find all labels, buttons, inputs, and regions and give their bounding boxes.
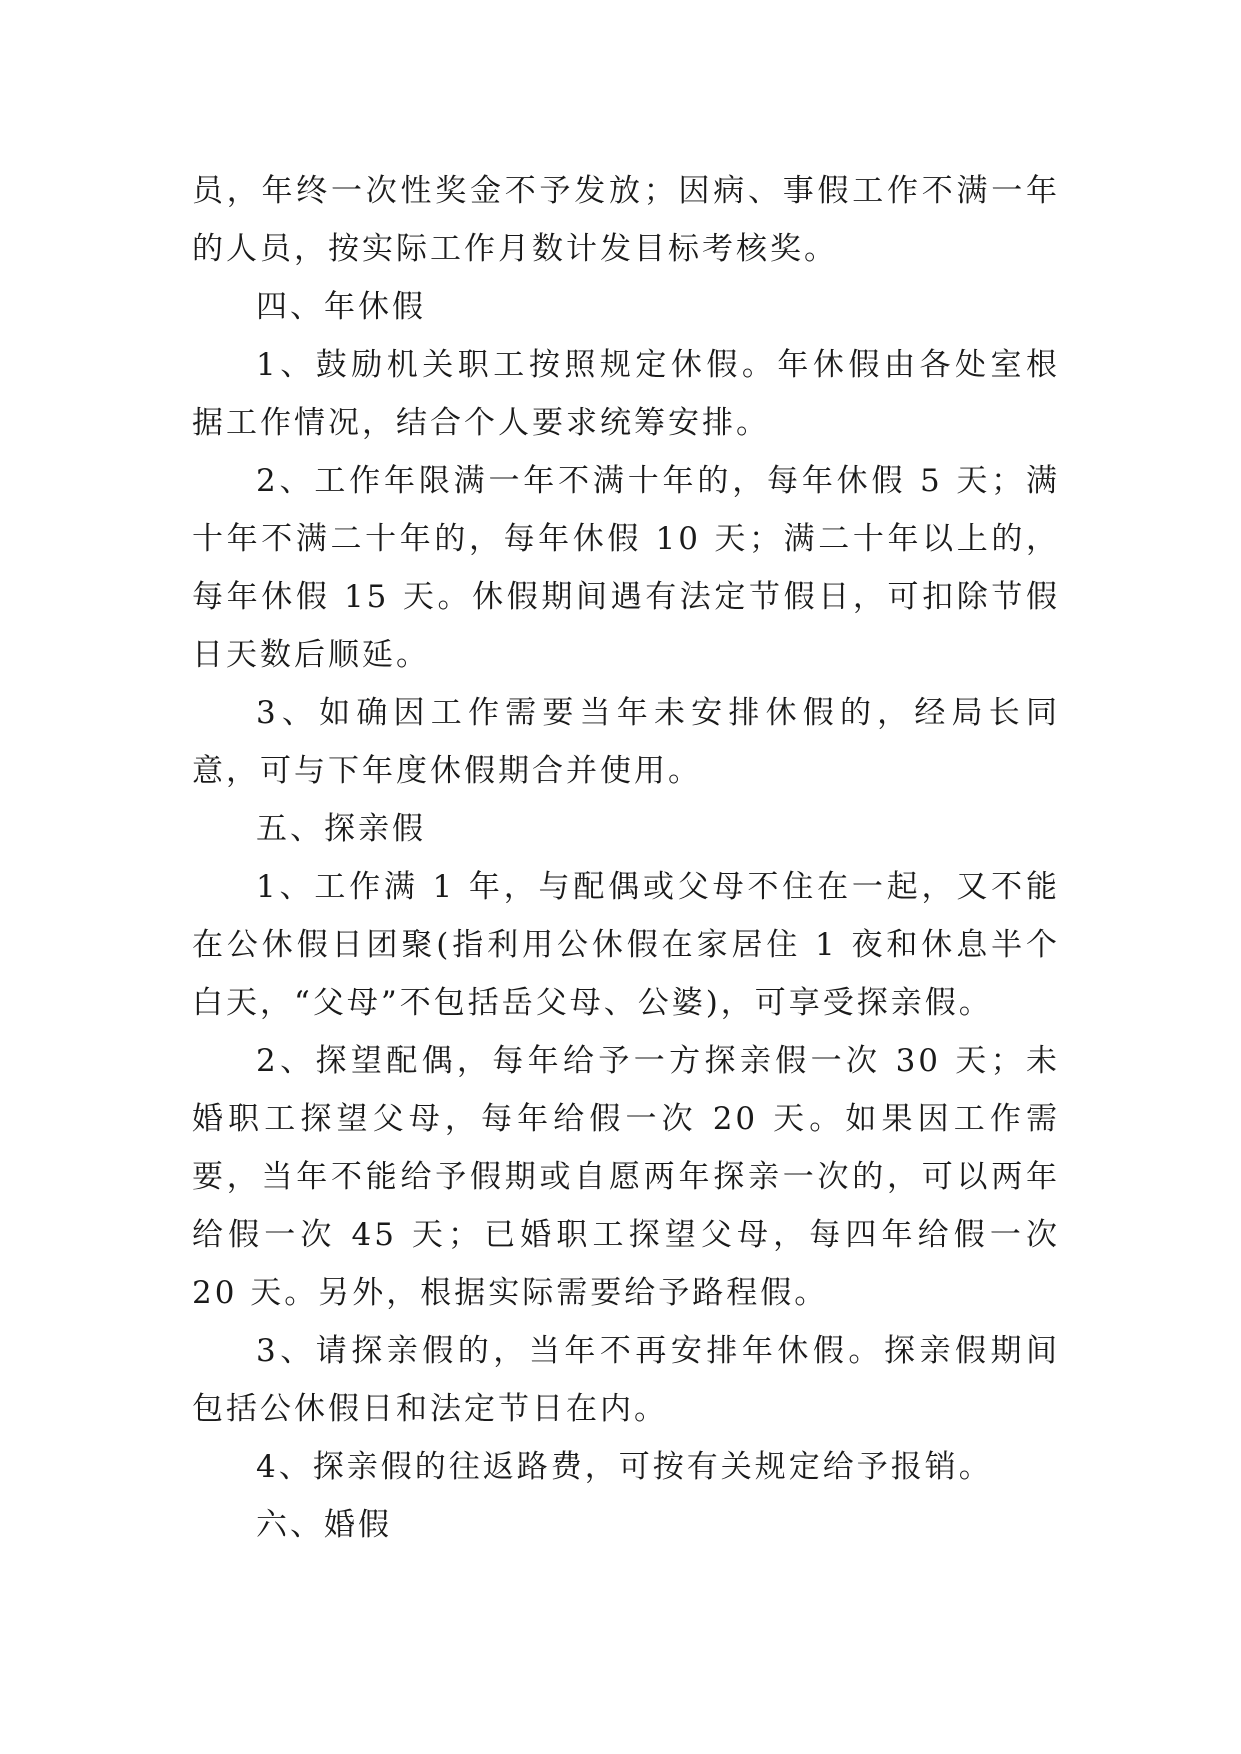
paragraph-continuation: 员，年终一次性奖金不予发放；因病、事假工作不满一年的人员，按实际工作月数计发目标考核奖。	[192, 173, 1060, 267]
section-heading-marriage-leave: 六、婚假	[256, 1507, 392, 1543]
list-item: 2、工作年限满一年不满十年的，每年休假 5 天；满十年不满二十年的，每年休假 10 天；满二十年以上的，每年休假 15 天。休假期间遇有法定节假日，可扣除节假日天数后顺延。	[192, 463, 1060, 673]
list-item: 3、如确因工作需要当年未安排休假的，经局长同意，可与下年度休假期合并使用。	[192, 695, 1060, 789]
list-item: 4、探亲假的往返路费，可按有关规定给予报销。	[256, 1449, 993, 1485]
section-heading-annual-leave: 四、年休假	[256, 289, 426, 325]
list-item: 1、鼓励机关职工按照规定休假。年休假由各处室根据工作情况，结合个人要求统筹安排。	[192, 347, 1060, 441]
document-body	[192, 162, 1060, 1554]
list-item: 1、工作满 1 年，与配偶或父母不住在一起，又不能在公休假日团聚(指利用公休假在家居住 1 夜和休息半个白天，“父母”不包括岳父母、公婆)，可享受探亲假。	[192, 869, 1060, 1021]
list-item: 2、探望配偶，每年给予一方探亲假一次 30 天；未婚职工探望父母，每年给假一次 20 天。如果因工作需要，当年不能给予假期或自愿两年探亲一次的，可以两年给假一次 45 天；已婚职工探望父母，每四年给假一次 20 天。另外，根据实际需要给予路程假。	[192, 1043, 1060, 1311]
section-heading-family-visit-leave: 五、探亲假	[256, 811, 426, 847]
list-item: 3、请探亲假的，当年不再安排年休假。探亲假期间包括公休假日和法定节日在内。	[192, 1333, 1060, 1427]
